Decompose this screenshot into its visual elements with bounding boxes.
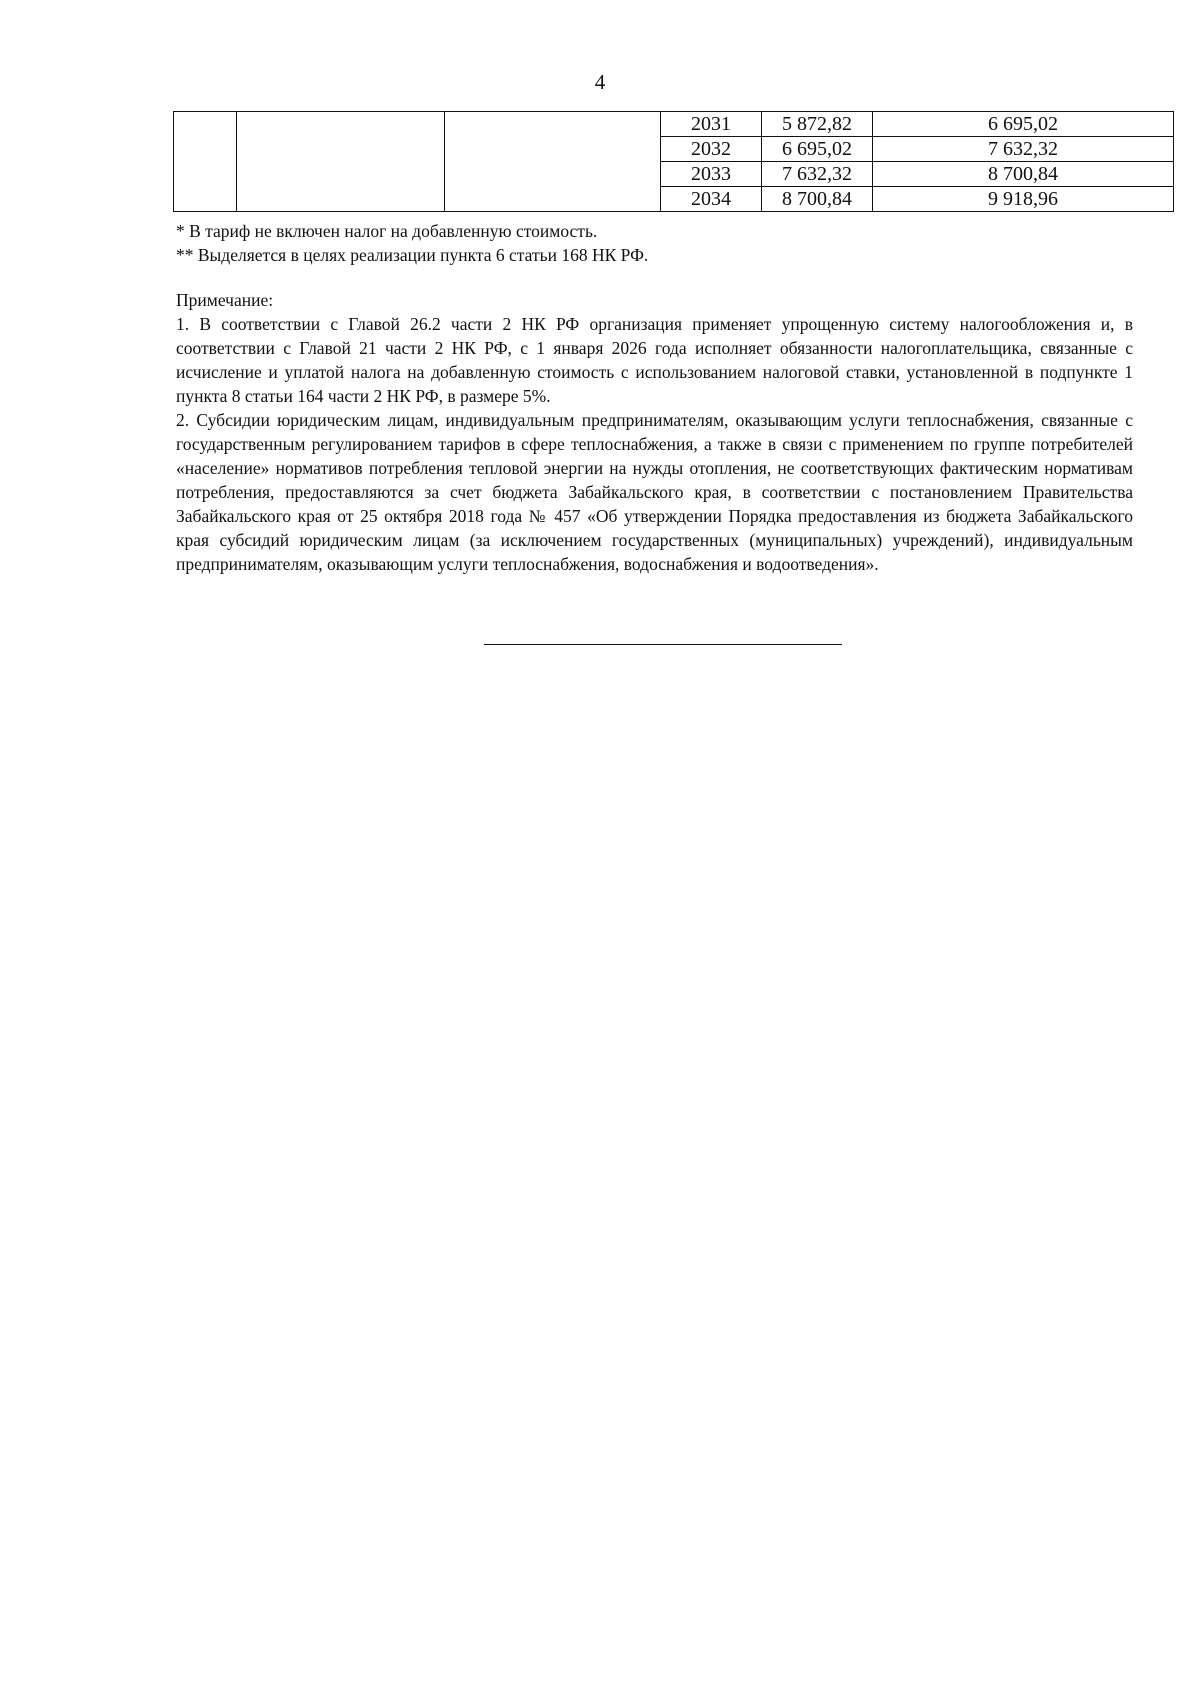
tariff-value-cell: 6 695,02 [762,137,873,162]
end-rule [484,644,842,645]
page-number: 4 [594,70,606,94]
tariff-value-cell: 7 632,32 [873,137,1174,162]
footnote-article-168: ** Выделяется в целях реализации пункта 6 статьи 168 НК РФ. [176,245,649,265]
empty-cell [174,112,237,212]
year-cell: 2031 [661,112,762,137]
year-cell: 2034 [661,187,762,212]
empty-cell [445,112,661,212]
footnote-vat: * В тариф не включен налог на добавленную стоимость. [176,221,598,241]
tariff-value-cell: 5 872,82 [762,112,873,137]
tariff-value-cell: 9 918,96 [873,187,1174,212]
note-item: 1. В соответствии с Главой 26.2 части 2 НК РФ организация применяет упрощенную систему налогообложения и, в соответствии с Главой 21 части 2 НК РФ, с 1 января 2026 года исполняет обязанности налогоплательщика, связанные с исчисление и уплатой налога на добавленную стоимость с использованием налоговой ставки, установленной в подпункте 1 пункта 8 статьи 164 части 2 НК РФ, в размере 5%. [176,314,1133,406]
year-cell: 2033 [661,162,762,187]
table-row [174,112,1174,137]
tariff-table [173,111,1174,212]
year-cell: 2032 [661,137,762,162]
note-item: 2. Субсидии юридическим лицам, индивидуальным предпринимателям, оказывающим услуги теплоснабжения, связанные с государственным регулированием тарифов в сфере теплоснабжения, а также в связи с применением по группе потребителей «население» нормативов потребления тепловой энергии на нужды отопления, не соответствующих фактическим нормативам потребления, предоставляются за счет бюджета Забайкальского края, в соответствии с постановлением Правительства Забайкальского края от 25 октября 2018 года № 457 «Об утверждении Порядка предоставления из бюджета Забайкальского края субсидий юридическим лицам (за исключением государственных (муниципальных) учреждений), индивидуальным предпринимателям, оказывающим услуги теплоснабжения, водоснабжения и водоотведения». [176,410,1133,574]
tariff-value-cell: 8 700,84 [873,162,1174,187]
empty-cell [237,112,445,212]
tariff-value-cell: 7 632,32 [762,162,873,187]
tariff-value-cell: 8 700,84 [762,187,873,212]
footnotes [176,219,1176,267]
notes-heading: Примечание: [176,290,274,310]
tariff-value-cell: 6 695,02 [873,112,1174,137]
notes-section [176,288,1133,576]
